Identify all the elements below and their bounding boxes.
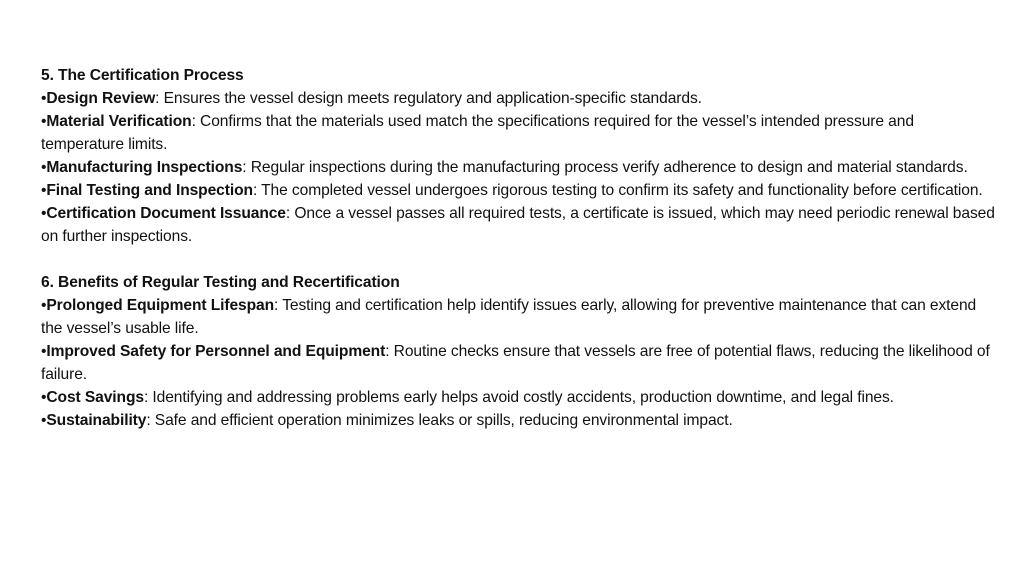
list-item-prolonged-lifespan — [41, 294, 1001, 340]
item-description: : Ensures the vessel design meets regulatory and application-specific standards. — [155, 90, 702, 107]
list-item-certification-document — [41, 202, 1001, 248]
list-item-manufacturing-inspections — [41, 156, 1001, 179]
item-description: : Identifying and addressing problems early helps avoid costly accidents, production downtime, and legal fines. — [143, 389, 894, 406]
section-heading-certification-process: 5. The Certification Process — [41, 67, 244, 84]
bullet-marker: • — [41, 90, 47, 107]
bullet-marker: • — [41, 159, 47, 176]
list-item-sustainability — [41, 409, 1001, 432]
item-term: Sustainability — [46, 412, 147, 429]
list-item-final-testing — [41, 179, 1001, 202]
item-description: : Testing and certification help identify issues early, allowing for preventive maintenance that can extend the vessel’s usable life. — [41, 297, 977, 337]
list-item-design-review — [41, 87, 1001, 110]
list-item-material-verification — [41, 110, 1001, 156]
item-term: Cost Savings — [46, 389, 144, 406]
list-item-improved-safety — [41, 340, 1001, 386]
item-term: Final Testing and Inspection — [46, 182, 253, 199]
item-term: Improved Safety for Personnel and Equipment — [46, 343, 386, 360]
item-term: Design Review — [46, 90, 156, 107]
bullet-marker: • — [41, 389, 47, 406]
bullet-marker: • — [41, 343, 47, 360]
bullet-marker: • — [41, 113, 47, 130]
section-heading-benefits: 6. Benefits of Regular Testing and Recertification — [41, 274, 400, 291]
slide-body — [41, 64, 1001, 432]
item-description: : Regular inspections during the manufacturing process verify adherence to design and material standards. — [242, 159, 968, 176]
item-description: : Routine checks ensure that vessels are free of potential flaws, reducing the likelihood of failure. — [41, 343, 990, 383]
bullet-marker: • — [41, 412, 47, 429]
item-term: Material Verification — [46, 113, 192, 130]
item-term: Prolonged Equipment Lifespan — [46, 297, 275, 314]
bullet-marker: • — [41, 297, 47, 314]
item-term: Certification Document Issuance — [46, 205, 286, 222]
item-description: : Safe and efficient operation minimizes leaks or spills, reducing environmental impact. — [146, 412, 733, 429]
item-description: : Confirms that the materials used match the specifications required for the vessel’s intended pressure and temperature limits. — [41, 113, 914, 153]
item-description: : Once a vessel passes all required tests, a certificate is issued, which may need periodic renewal based on further inspections. — [41, 205, 995, 245]
bullet-marker: • — [41, 205, 47, 222]
item-description: : The completed vessel undergoes rigorous testing to confirm its safety and functionality before certification. — [252, 182, 983, 199]
list-item-cost-savings — [41, 386, 1001, 409]
bullet-marker: • — [41, 182, 47, 199]
section-spacer — [41, 248, 1001, 271]
item-term: Manufacturing Inspections — [46, 159, 243, 176]
